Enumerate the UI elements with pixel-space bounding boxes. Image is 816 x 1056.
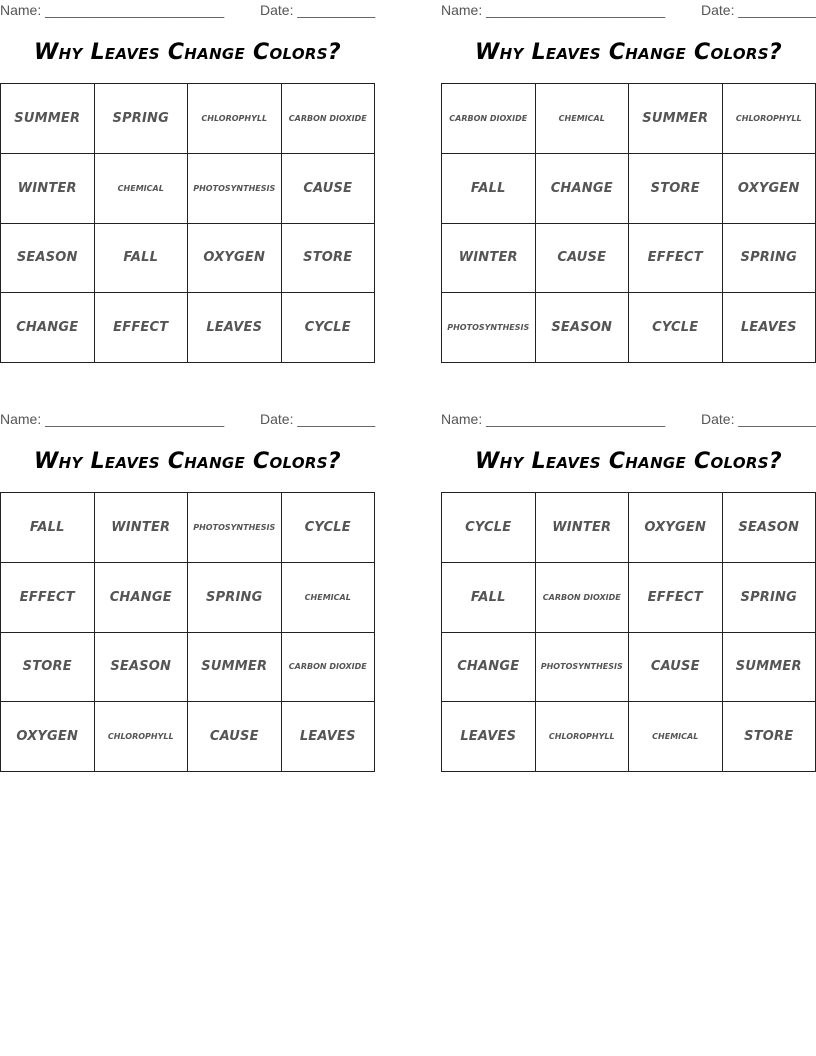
bingo-cell[interactable]: CARBON DIOXIDE (282, 633, 376, 703)
bingo-cell[interactable]: CYCLE (282, 293, 376, 363)
card-title: Why Leaves Change Colors? (475, 449, 782, 474)
bingo-cell[interactable]: WINTER (442, 224, 536, 294)
bingo-cell[interactable]: CHEMICAL (536, 84, 630, 154)
bingo-cell[interactable]: FALL (442, 154, 536, 224)
name-date-line (0, 2, 375, 20)
bingo-cell[interactable]: PHOTOSYNTHESIS (188, 493, 282, 563)
bingo-cell[interactable]: CHLOROPHYLL (95, 702, 189, 772)
bingo-cell[interactable]: SPRING (95, 84, 189, 154)
name-field-label[interactable]: Name: _______________________ (0, 2, 225, 18)
bingo-cell[interactable]: WINTER (1, 154, 95, 224)
name-field-label[interactable]: Name: _______________________ (441, 2, 666, 18)
bingo-grid (441, 492, 816, 772)
bingo-cell[interactable]: PHOTOSYNTHESIS (188, 154, 282, 224)
bingo-cell[interactable]: SUMMER (188, 633, 282, 703)
bingo-cell[interactable]: EFFECT (629, 224, 723, 294)
bingo-cell[interactable]: CHEMICAL (282, 563, 376, 633)
date-field-label[interactable]: Date: __________ (701, 2, 816, 18)
bingo-cell[interactable]: FALL (442, 563, 536, 633)
card-title: Why Leaves Change Colors? (475, 40, 782, 65)
bingo-cell[interactable]: SPRING (188, 563, 282, 633)
bingo-cell[interactable]: SEASON (536, 293, 630, 363)
bingo-grid (0, 83, 375, 363)
bingo-cell[interactable]: SUMMER (1, 84, 95, 154)
bingo-cell[interactable]: STORE (629, 154, 723, 224)
bingo-cell[interactable]: SEASON (95, 633, 189, 703)
bingo-cell[interactable]: CAUSE (536, 224, 630, 294)
bingo-cell[interactable]: STORE (723, 702, 816, 772)
bingo-cell[interactable]: OXYGEN (723, 154, 816, 224)
bingo-cell[interactable]: STORE (1, 633, 95, 703)
bingo-cell[interactable]: OXYGEN (1, 702, 95, 772)
bingo-cell[interactable]: CAUSE (282, 154, 376, 224)
bingo-cell[interactable]: WINTER (536, 493, 630, 563)
date-field-label[interactable]: Date: __________ (260, 2, 376, 18)
name-date-line (441, 2, 816, 20)
bingo-cell[interactable]: CYCLE (442, 493, 536, 563)
bingo-cell[interactable]: CHLOROPHYLL (723, 84, 816, 154)
bingo-cell[interactable]: CHLOROPHYLL (536, 702, 630, 772)
bingo-cell[interactable]: LEAVES (723, 293, 816, 363)
bingo-card-3 (0, 409, 375, 772)
bingo-cell[interactable]: PHOTOSYNTHESIS (536, 633, 630, 703)
bingo-cell[interactable]: CHLOROPHYLL (188, 84, 282, 154)
name-field-label[interactable]: Name: _______________________ (0, 411, 225, 427)
bingo-cell[interactable]: LEAVES (282, 702, 376, 772)
bingo-cell[interactable]: CHANGE (95, 563, 189, 633)
name-date-line (0, 411, 375, 429)
name-field-label[interactable]: Name: _______________________ (441, 411, 666, 427)
bingo-cell[interactable]: CARBON DIOXIDE (536, 563, 630, 633)
bingo-cell[interactable]: CHANGE (1, 293, 95, 363)
bingo-cell[interactable]: CARBON DIOXIDE (282, 84, 376, 154)
name-date-line (441, 411, 816, 429)
bingo-cell[interactable]: CARBON DIOXIDE (442, 84, 536, 154)
bingo-cell[interactable]: LEAVES (188, 293, 282, 363)
bingo-cell[interactable]: OXYGEN (629, 493, 723, 563)
bingo-card-2 (441, 0, 816, 363)
bingo-grid (441, 83, 816, 363)
bingo-cell[interactable]: SEASON (723, 493, 816, 563)
bingo-cell[interactable]: CHEMICAL (95, 154, 189, 224)
bingo-cell[interactable]: EFFECT (1, 563, 95, 633)
date-field-label[interactable]: Date: __________ (701, 411, 816, 427)
bingo-cell[interactable]: EFFECT (629, 563, 723, 633)
bingo-cell[interactable]: OXYGEN (188, 224, 282, 294)
bingo-cell[interactable]: PHOTOSYNTHESIS (442, 293, 536, 363)
date-field-label[interactable]: Date: __________ (260, 411, 376, 427)
bingo-cell[interactable]: SPRING (723, 224, 816, 294)
bingo-cell[interactable]: SEASON (1, 224, 95, 294)
bingo-card-1 (0, 0, 375, 363)
bingo-cell[interactable]: STORE (282, 224, 376, 294)
bingo-cell[interactable]: SUMMER (723, 633, 816, 703)
bingo-cell[interactable]: FALL (1, 493, 95, 563)
bingo-cell[interactable]: FALL (95, 224, 189, 294)
bingo-cell[interactable]: CHANGE (536, 154, 630, 224)
card-title: Why Leaves Change Colors? (34, 40, 341, 65)
bingo-cell[interactable]: EFFECT (95, 293, 189, 363)
bingo-cell[interactable]: CHANGE (442, 633, 536, 703)
bingo-cell[interactable]: CHEMICAL (629, 702, 723, 772)
bingo-cell[interactable]: CYCLE (629, 293, 723, 363)
bingo-cell[interactable]: CAUSE (629, 633, 723, 703)
bingo-grid (0, 492, 375, 772)
bingo-cell[interactable]: CYCLE (282, 493, 376, 563)
bingo-card-4 (441, 409, 816, 772)
card-title: Why Leaves Change Colors? (34, 449, 341, 474)
bingo-cell[interactable]: WINTER (95, 493, 189, 563)
bingo-cell[interactable]: SPRING (723, 563, 816, 633)
bingo-cell[interactable]: SUMMER (629, 84, 723, 154)
bingo-cell[interactable]: LEAVES (442, 702, 536, 772)
bingo-cell[interactable]: CAUSE (188, 702, 282, 772)
